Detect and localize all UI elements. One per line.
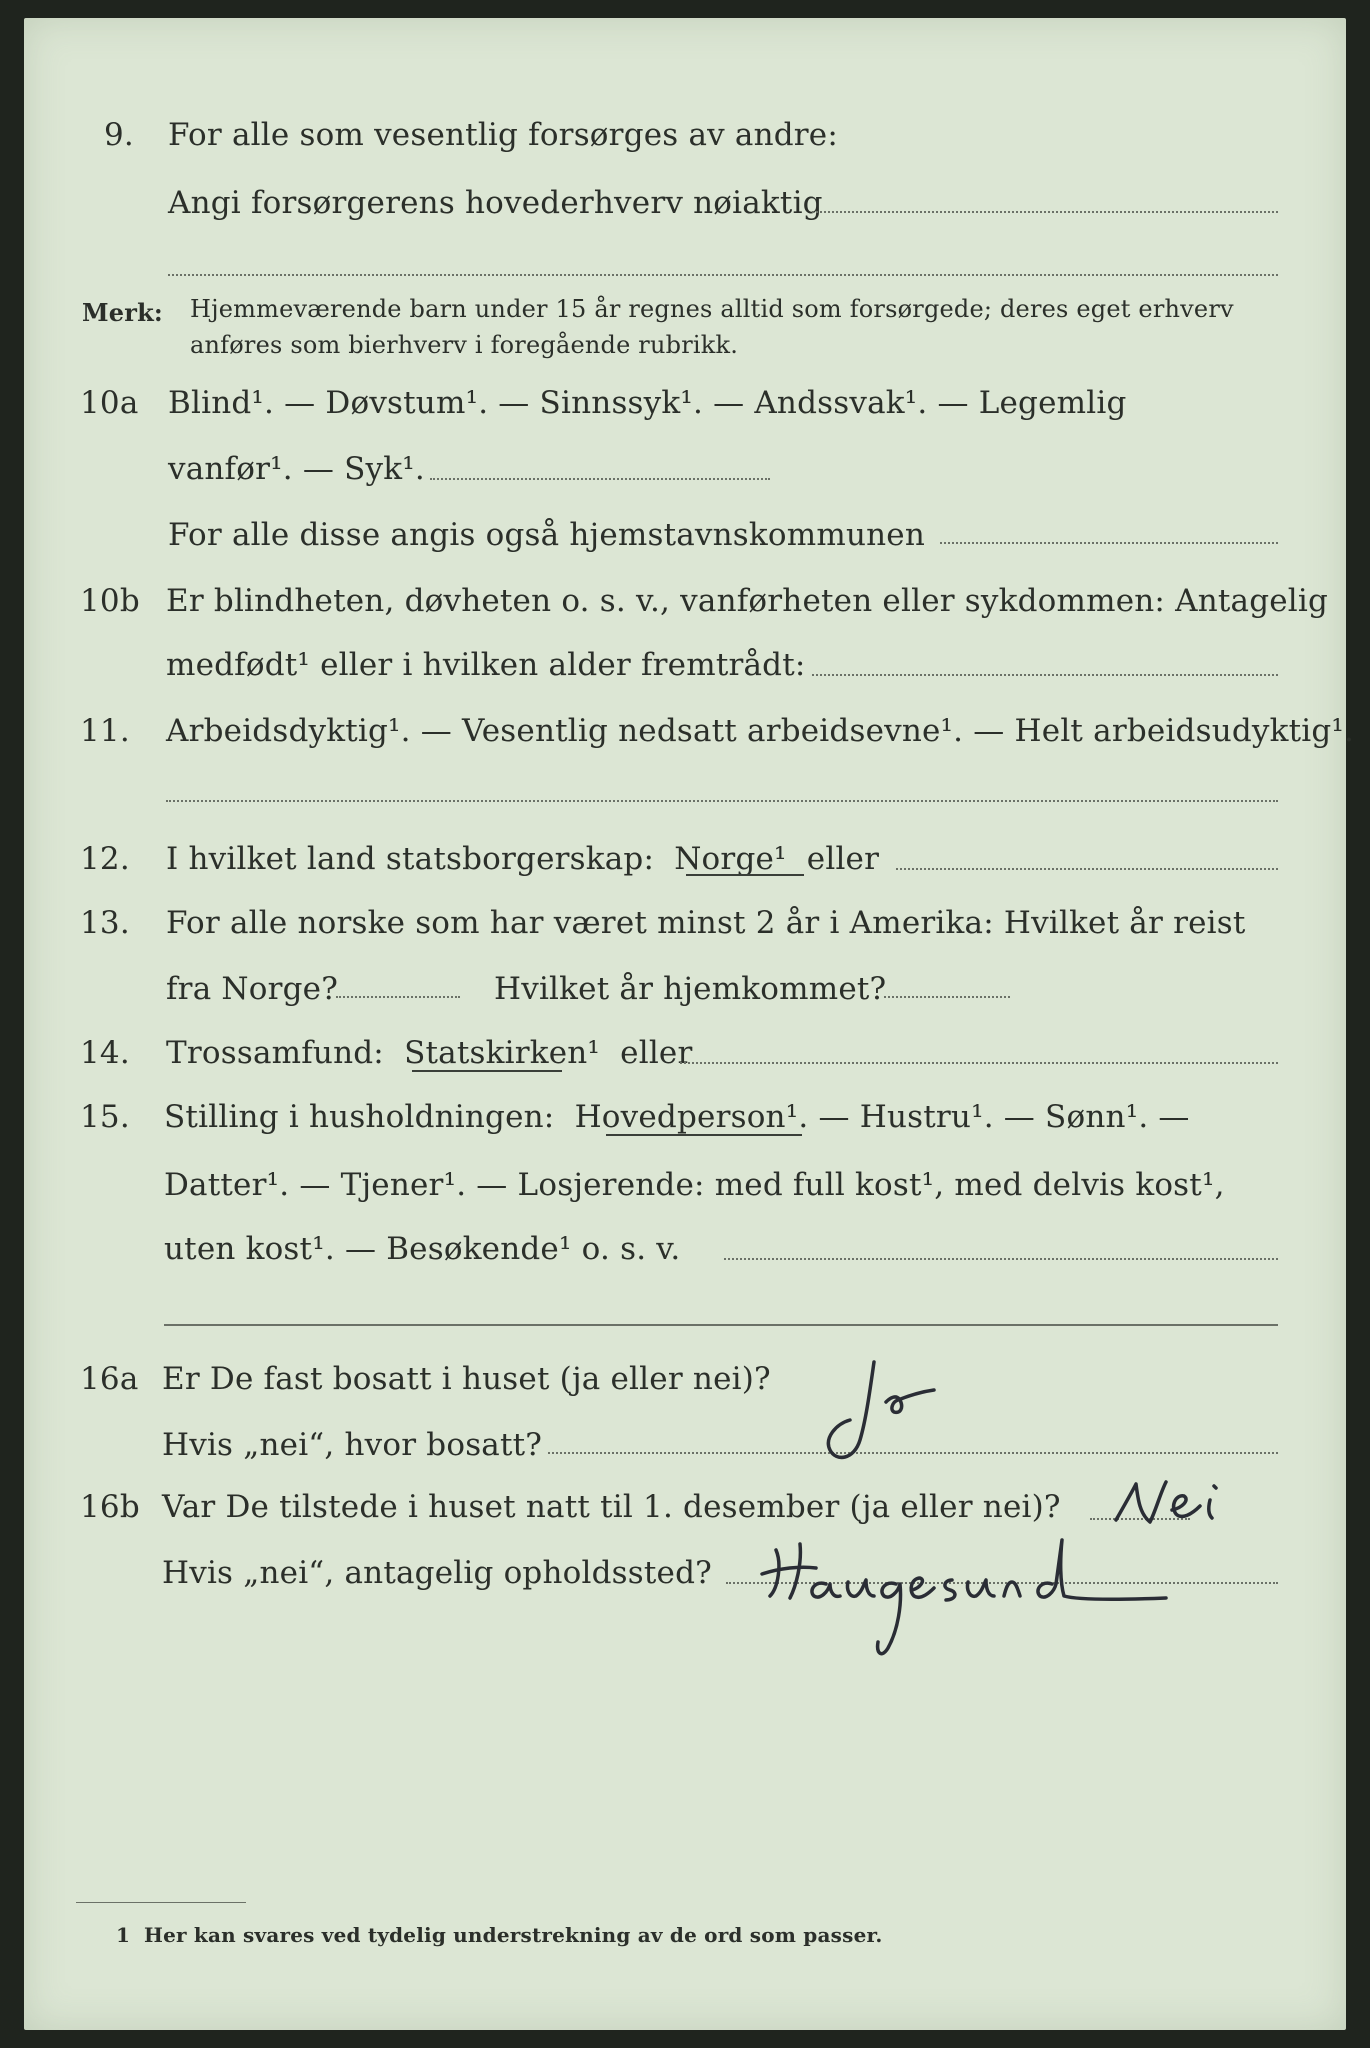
q10a-kommune-line[interactable] — [940, 542, 1278, 544]
merk-text-line2: anføres som bierhverv i foregående rubrikk. — [190, 331, 739, 359]
q16a-number: 16a — [80, 1361, 139, 1397]
q16a-text-line2: Hvis „nei“, hvor bosatt? — [162, 1427, 543, 1463]
q12-answer-line[interactable] — [896, 868, 1278, 870]
q16b-handwritten-answer2 — [756, 1530, 1176, 1670]
q13-text-line2b: Hvilket år hjemkommet? — [494, 971, 887, 1007]
q15-prompt: Stilling i husholdningen: — [164, 1099, 555, 1135]
q12-eller: eller — [806, 841, 880, 877]
q16b-text-line2: Hvis „nei“, antagelig opholdssted? — [162, 1555, 712, 1591]
q15-answer-line[interactable] — [724, 1258, 1278, 1260]
q14-text — [166, 1034, 693, 1072]
q10a-text-line1: Blind¹. — Døvstum¹. — Sinnssyk¹. — Andssvak¹. — Legemlig — [168, 385, 1127, 421]
merk-text-line1: Hjemmeværende barn under 15 år regnes alltid som forsørgede; deres eget erhverv — [190, 295, 1234, 323]
q15-text-line1 — [164, 1098, 1190, 1136]
q12-prompt: I hvilket land statsborgerskap: — [166, 841, 655, 877]
q15-text-line2: Datter¹. — Tjener¹. — Losjerende: med full kost¹, med delvis kost¹, — [164, 1167, 1225, 1203]
q9-text-line2: Angi forsørgerens hovederhverv nøiaktig — [168, 185, 823, 221]
q12-number: 12. — [80, 841, 130, 877]
q10a-number: 10a — [80, 385, 139, 421]
merk-label: Merk: — [82, 298, 163, 327]
q15-hovedperson-underline — [606, 1134, 802, 1136]
footnote-separator — [76, 1902, 246, 1903]
q9-text-line1: For alle som vesentlig forsørges av andre: — [168, 117, 838, 153]
q15-text-line3: uten kost¹. — Besøkende¹ o. s. v. — [164, 1231, 681, 1267]
q14-eller: eller — [620, 1035, 693, 1071]
q15-answer-line2[interactable] — [164, 1324, 1278, 1326]
q15-choice-hovedperson[interactable]: Hovedperson¹ — [574, 1099, 799, 1135]
q15-number: 15. — [80, 1099, 130, 1135]
q16b-number: 16b — [80, 1489, 140, 1525]
q9-number: 9. — [104, 117, 134, 153]
q10a-syk-line[interactable] — [430, 478, 770, 480]
q13-text-line2a: fra Norge? — [166, 971, 339, 1007]
q16a-text-line1: Er De fast bosatt i huset (ja eller nei)? — [162, 1361, 771, 1397]
q14-answer-line[interactable] — [680, 1062, 1278, 1064]
q12-norge-underline — [686, 874, 804, 876]
q12-text — [166, 840, 879, 878]
q10b-number: 10b — [80, 583, 140, 619]
q11-number: 11. — [80, 713, 130, 749]
q13-number: 13. — [80, 905, 130, 941]
q10b-text-line2: medfødt¹ eller i hvilken alder fremtrådt: — [166, 647, 806, 683]
q9-answer-line[interactable] — [812, 211, 1278, 213]
q9-answer-line2[interactable] — [168, 274, 1278, 276]
q11-answer-line[interactable] — [166, 800, 1278, 802]
footnote-text: Her kan svares ved tydelig understrekning av de ord som passer. — [144, 1923, 883, 1947]
q11-text-line1: Arbeidsdyktig¹. — Vesentlig nedsatt arbeidsevne¹. — Helt arbeidsudyktig¹. — [166, 713, 1355, 749]
q13-text-line1: For alle norske som har været minst 2 år i Amerika: Hvilket år reist — [166, 905, 1246, 941]
q16b-text-line1: Var De tilstede i huset natt til 1. desember (ja eller nei)? — [162, 1489, 1061, 1525]
q13-hjemkommet-line[interactable] — [884, 996, 1010, 998]
q15-rest: . — Hustru¹. — Sønn¹. — — [798, 1099, 1190, 1135]
q14-prompt: Trossamfund: — [166, 1035, 384, 1071]
q14-statskirken-underline — [412, 1070, 562, 1072]
q10a-text-line3: For alle disse angis også hjemstavnskommunen — [168, 517, 925, 553]
q14-number: 14. — [80, 1035, 130, 1071]
q12-choice-norge[interactable]: Norge¹ — [674, 841, 787, 877]
q10b-text-line1: Er blindheten, døvheten o. s. v., vanførheten eller sykdommen: Antagelig — [166, 583, 1329, 619]
q10b-answer-line[interactable] — [812, 674, 1278, 676]
q10a-text-line2: vanfør¹. — Syk¹. — [168, 451, 425, 487]
q13-reist-line[interactable] — [336, 996, 460, 998]
q16a-handwritten-answer — [800, 1350, 980, 1470]
q14-choice-statskirken[interactable]: Statskirken¹ — [404, 1035, 601, 1071]
footnote-mark: 1 — [116, 1923, 131, 1947]
